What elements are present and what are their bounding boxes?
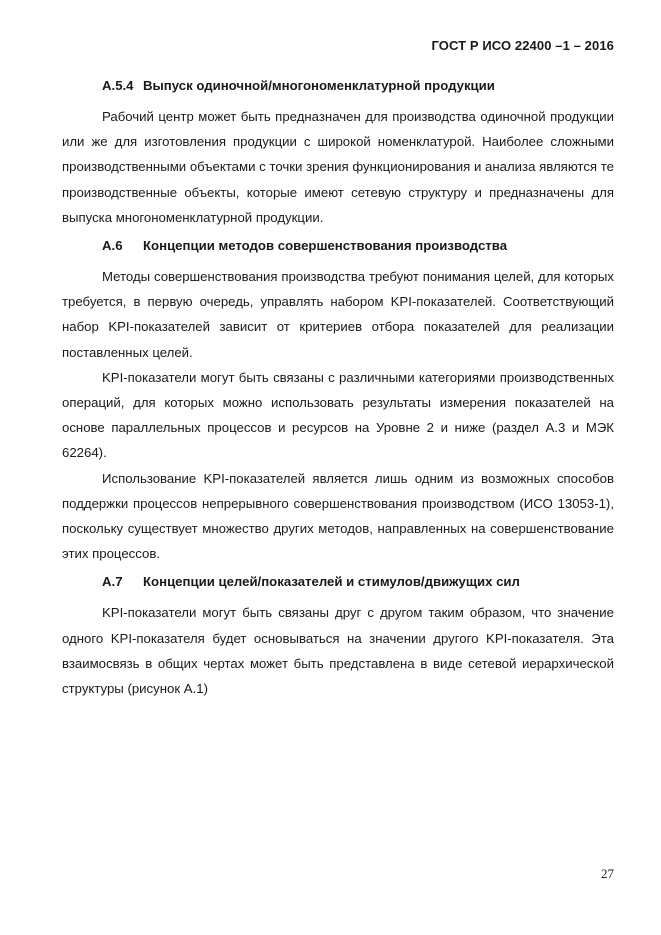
paragraph: Методы совершенствования производства требуют понимания целей, для которых требуется, в первую очередь, управлять набором KPI-показателей. Соответствующий набор KPI-показателей зависит от критериев отбора показателей для реализации поставленных целей.: [62, 269, 614, 360]
section-title: Концепции целей/показателей и стимулов/движущих сил: [143, 574, 520, 590]
paragraph: KPI-показатели могут быть связаны с различными категориями производственных операций, для которых можно использовать результаты измерения показателей на основе параллельных процессов и ресурсов на Уровне 2 и ниже (раздел А.3 и МЭК 62264).: [62, 369, 614, 461]
document-body: [62, 76, 614, 701]
section-title: Концепции методов совершенствования производства: [143, 238, 508, 254]
section-number: А.7: [102, 574, 123, 590]
paragraph: KPI-показатели могут быть связаны друг с другом таким образом, что значение одного KPI-показателя будет основываться на значении другого KPI-показателя. Эта взаимосвязь в общих чертах может быть представлена в виде сетевой иерархической структуры (рисунок А.1): [62, 605, 614, 697]
section-number: А.5.4: [102, 78, 134, 93]
page-number: 27: [601, 866, 614, 881]
document-header: ГОСТ Р ИСО 22400 –1 – 2016: [431, 38, 614, 53]
section-heading-a54: [62, 76, 614, 96]
section-heading-a6: [62, 236, 614, 256]
paragraph: Рабочий центр может быть предназначен для производства одиночной продукции или же для изготовления продукции с широкой номенклатурой. Наиболее сложными производственными объектами с точки зрения функционирования и анализа являются те производственные объекты, которые имеют сетевую структуру и предназначены для выпуска многономенклатурной продукции.: [62, 109, 614, 225]
section-title: Выпуск одиночной/многономенклатурной продукции: [143, 78, 495, 93]
paragraph: Использование KPI-показателей является лишь одним из возможных способов поддержки процессов непрерывного совершенствования производством (ИСО 13053-1), поскольку существует множество других методов, направленных на совершенствование этих процессов.: [62, 470, 614, 562]
section-number: А.6: [102, 238, 123, 254]
section-heading-a7: [62, 572, 614, 592]
